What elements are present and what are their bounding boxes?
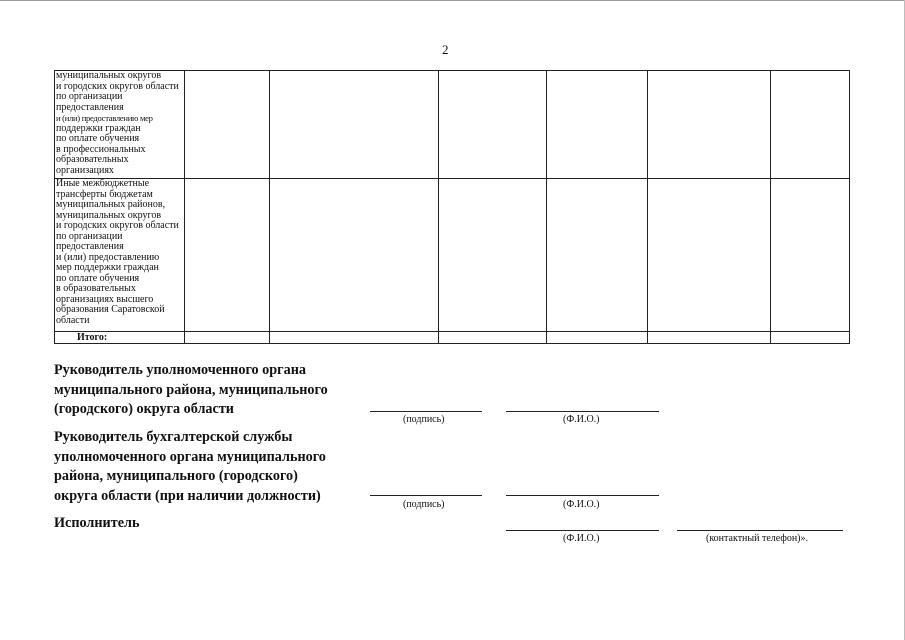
row-label-line: и (или) предоставлению — [56, 251, 160, 263]
head-signature-caption: (подпись) — [403, 414, 445, 425]
row-label-line: области — [56, 314, 90, 326]
executor-name-line — [506, 530, 659, 531]
row-label-line: предоставления — [56, 241, 124, 252]
page-border-top — [0, 0, 905, 1]
head-signature-title: Руководитель уполномоченного органа муниципального района, муниципального (городского) округа области — [54, 362, 328, 417]
total-label: Итого: — [55, 332, 185, 344]
accountant-name-line — [506, 495, 659, 496]
table-row — [55, 179, 850, 332]
row-label-line: муниципальных округов — [56, 70, 162, 81]
table-cell — [771, 179, 850, 332]
accountant-signature-caption: (подпись) — [403, 499, 445, 510]
row-label-line: поддержки граждан — [56, 122, 141, 134]
row-label-line: образовательных — [56, 154, 129, 165]
row-label-line: по организации — [56, 91, 123, 102]
row-label-line: муниципальных районов, — [56, 199, 166, 210]
table-cell — [547, 71, 648, 179]
row-label-line: организациях высшего — [56, 293, 154, 305]
row-label-cell — [55, 71, 185, 179]
row-label-line: по оплате обучения — [56, 272, 140, 284]
executor-phone-line — [677, 530, 843, 531]
head-signature-line — [370, 411, 482, 412]
head-name-line — [506, 411, 659, 412]
executor-title: Исполнитель — [54, 515, 140, 531]
row-label-line: мер поддержки граждан — [56, 262, 159, 273]
table-cell — [439, 332, 547, 344]
row-label-line: и городских округов области — [56, 220, 179, 231]
table-cell — [547, 332, 648, 344]
row-label-line: образования Саратовской — [56, 304, 165, 315]
head-name-caption: (Ф.И.О.) — [563, 414, 600, 425]
row-label-line: и городских округов области — [56, 80, 179, 92]
executor-phone-caption: (контактный телефон)». — [706, 533, 809, 544]
report-table — [54, 70, 850, 344]
page-number: 2 — [442, 42, 449, 57]
row-label-line: Иные межбюджетные — [56, 178, 150, 189]
executor-name-caption: (Ф.И.О.) — [563, 533, 600, 544]
table-cell — [771, 71, 850, 179]
table-cell — [185, 71, 270, 179]
row-label-line: муниципальных округов — [56, 209, 162, 221]
table-cell — [648, 71, 771, 179]
row-label-line: по оплате обучения — [56, 133, 140, 144]
row-label-line: и (или) предоставлению мер — [56, 113, 153, 123]
table-cell — [439, 71, 547, 179]
row-label-text — [56, 179, 183, 326]
table-cell — [547, 179, 648, 332]
table-cell — [270, 332, 439, 344]
row-label-line: по организации — [56, 230, 123, 242]
row-label-text — [56, 71, 183, 176]
table-cell — [185, 332, 270, 344]
table-cell — [270, 179, 439, 332]
table-cell — [270, 71, 439, 179]
table-cell — [439, 179, 547, 332]
accountant-signature-title: Руководитель бухгалтерской службы уполномоченного органа муниципального района, муниципального (городского) округа области (при наличии должности) — [54, 429, 326, 504]
table-cell — [185, 179, 270, 332]
row-label-line: в образовательных — [56, 283, 136, 294]
table-cell — [648, 332, 771, 344]
table-cell — [648, 179, 771, 332]
row-label-line: организациях — [56, 164, 114, 176]
row-label-line: предоставления — [56, 101, 124, 113]
accountant-name-caption: (Ф.И.О.) — [563, 499, 600, 510]
accountant-signature-line — [370, 495, 482, 496]
table-total-row — [55, 332, 850, 344]
row-label-cell — [55, 179, 185, 332]
table-cell — [771, 332, 850, 344]
row-label-line: в профессиональных — [56, 143, 146, 155]
table-row — [55, 71, 850, 179]
row-label-line: трансферты бюджетам — [56, 188, 153, 200]
